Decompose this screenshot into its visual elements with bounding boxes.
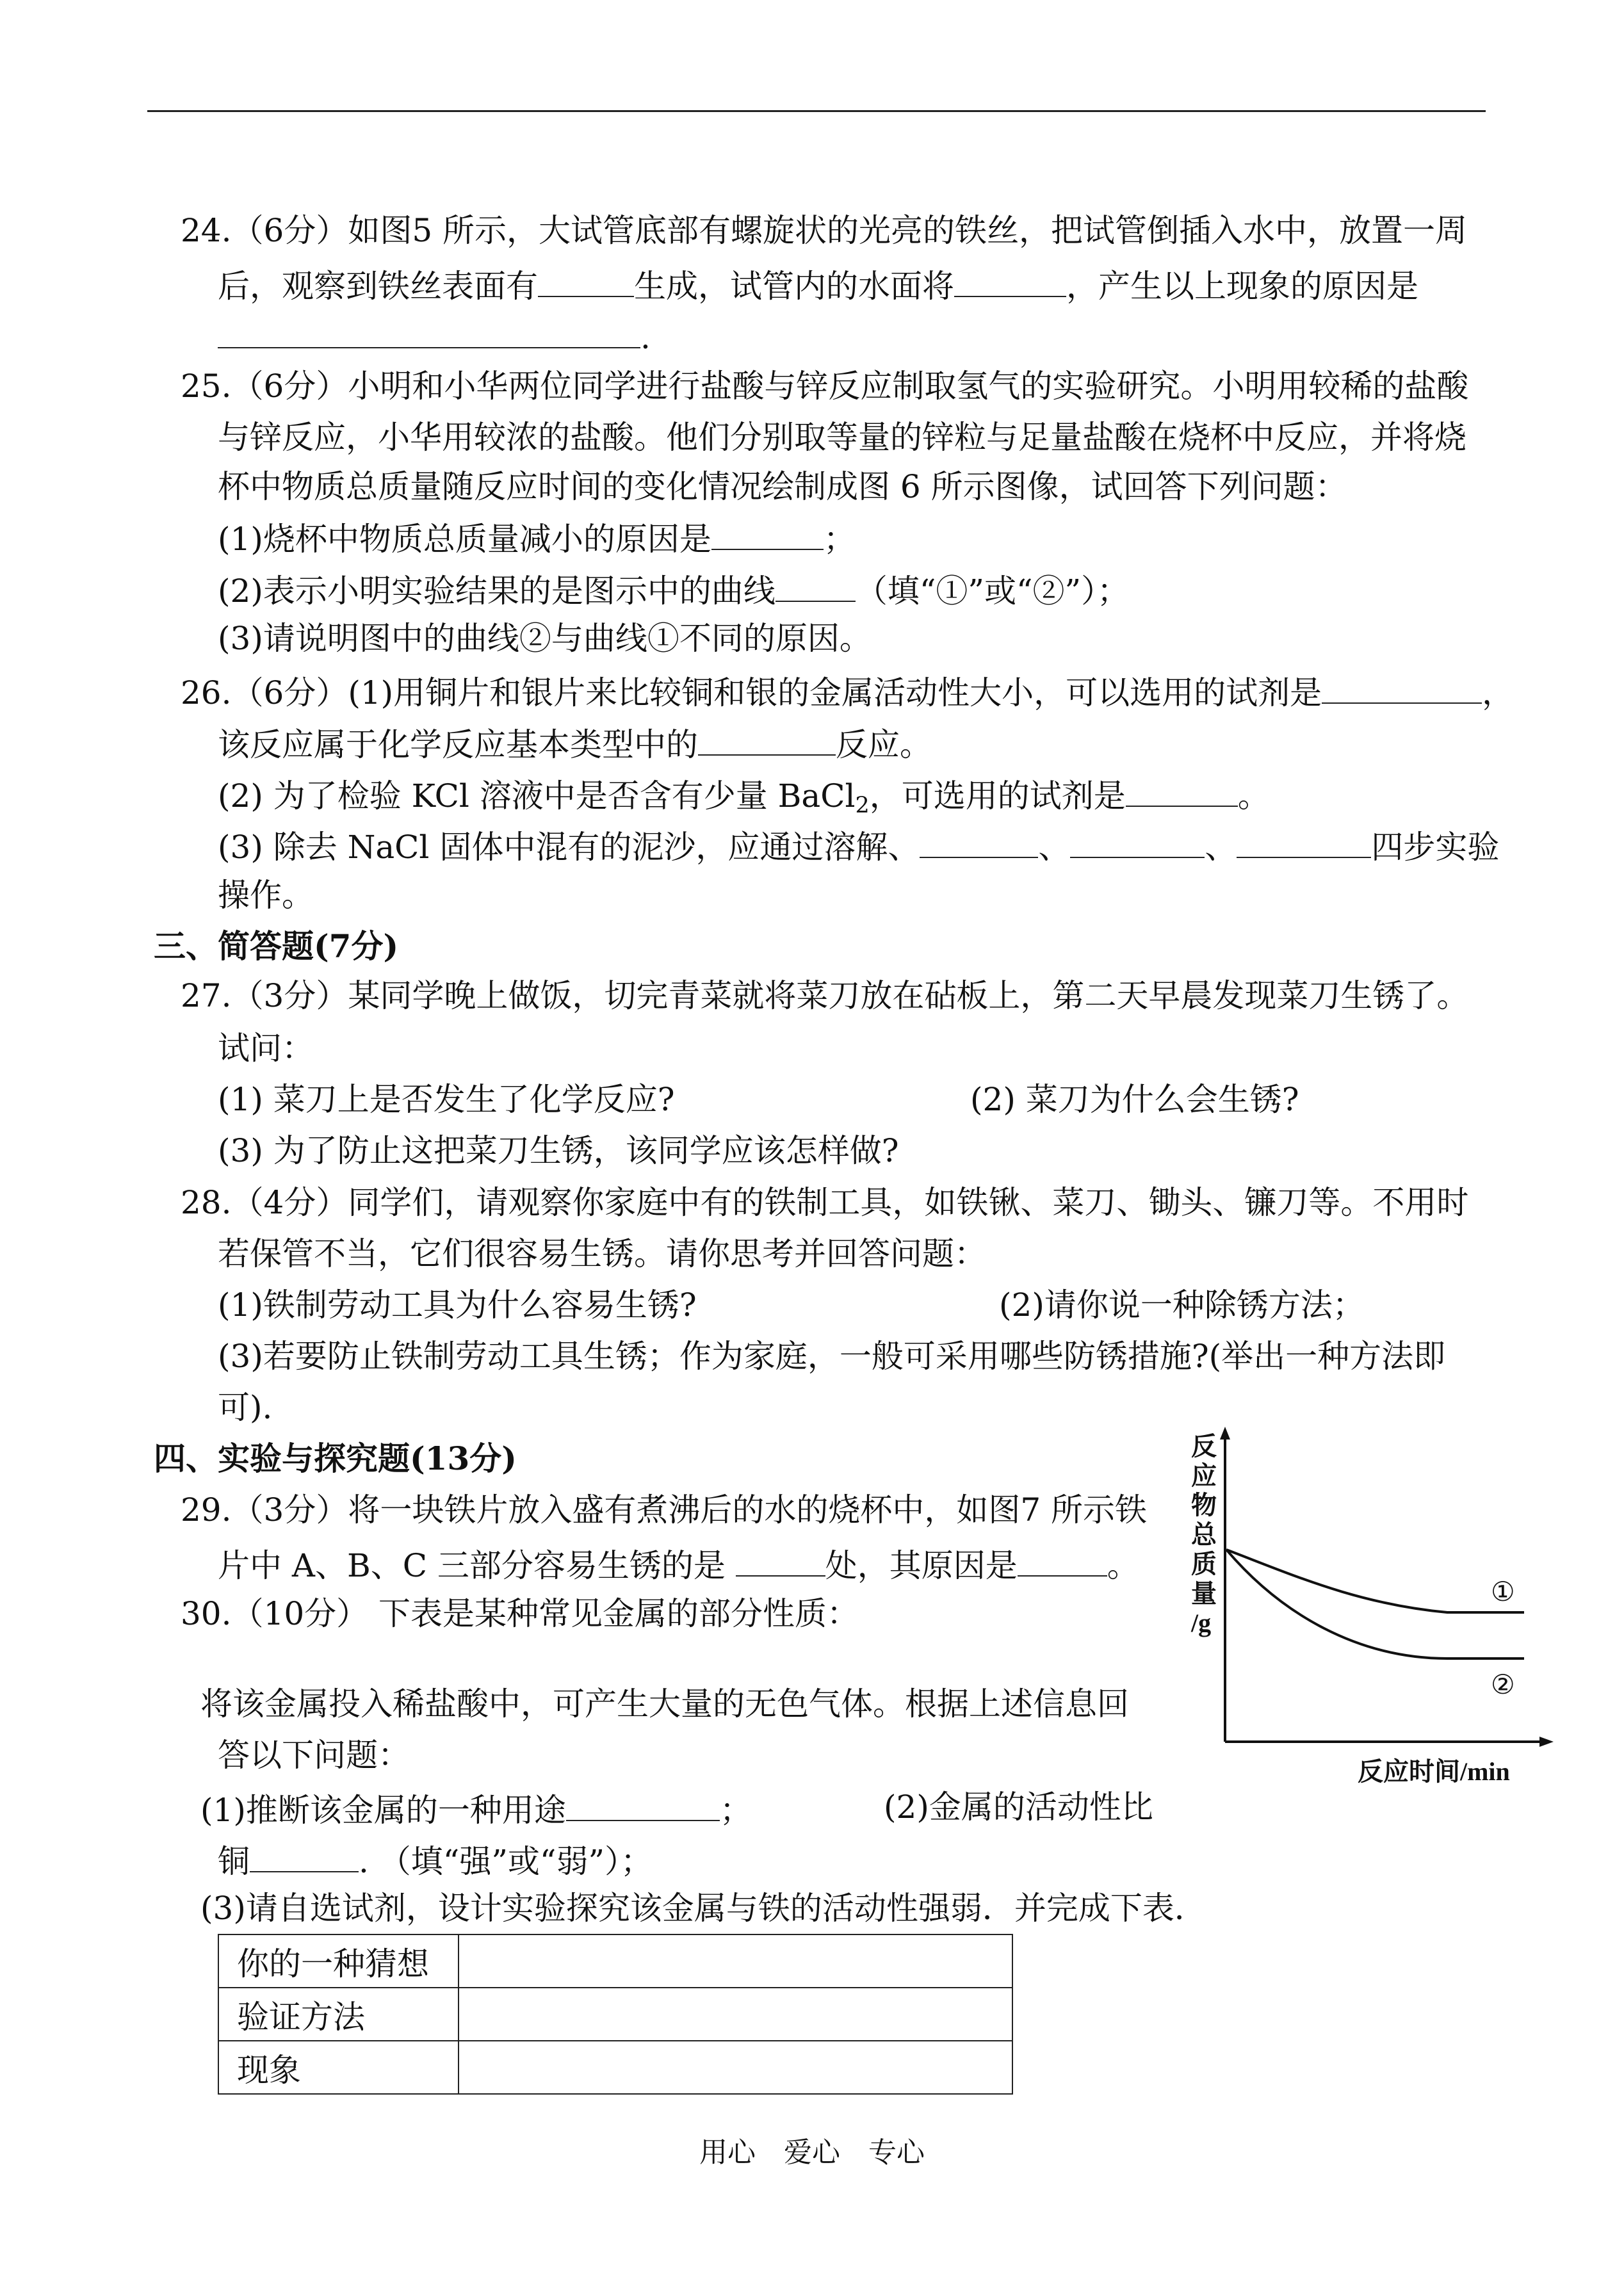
chart-x-axis-arrow — [1539, 1737, 1554, 1747]
q25-line-6: (3)请说明图中的曲线②与曲线①不同的原因。 — [218, 620, 872, 657]
q27-line-4: (3) 为了防止这把菜刀生锈，该同学应该怎样做? — [218, 1132, 899, 1169]
table-row — [218, 1934, 1012, 1988]
answer-blank[interactable] — [775, 572, 856, 602]
q28-line-4: (3)若要防止铁制劳动工具生锈；作为家庭，一般可采用哪些防锈措施?(举出一种方法即 — [218, 1338, 1446, 1375]
q26-line-1: 26.（6分）(1)用铜片和银片来比较铜和银的金属活动性大小，可以选用的试剂是 ， — [181, 674, 1514, 711]
q30-line-2: 将该金属投入稀盐酸中，可产生大量的无色气体。根据上述信息回 — [200, 1685, 1129, 1723]
q27-line-3b: (2) 菜刀为什么会生锈? — [970, 1081, 1299, 1118]
table-label-cell: 你的一种猜想 — [218, 1934, 459, 1988]
chart-y-label-char: 质 — [1191, 1550, 1217, 1578]
table-label-cell: 现象 — [218, 2041, 459, 2094]
q25-line-2: 与锌反应，小华用较浓的盐酸。他们分别取等量的锌粒与足量盐酸在烧杯中反应，并将烧 — [218, 419, 1466, 456]
q29-line-1: 29.（3分）将一块铁片放入盛有煮沸后的水的烧杯中，如图7 所示铁 — [181, 1491, 1148, 1529]
answer-blank[interactable] — [954, 267, 1066, 297]
answer-blank[interactable] — [1070, 828, 1205, 858]
q28-line-3a: (1)铁制劳动工具为什么容易生锈? — [218, 1286, 697, 1324]
table-answer-cell[interactable] — [459, 1934, 1012, 1988]
q28-line-2: 若保管不当，它们很容易生锈。请你思考并回答问题： — [218, 1235, 986, 1272]
table-label-cell: 验证方法 — [218, 1988, 459, 2041]
chart-y-label-char: 反 — [1191, 1432, 1217, 1461]
chart-y-label-char: 物 — [1191, 1491, 1217, 1520]
curve-2-label: ② — [1491, 1669, 1515, 1700]
page-footer: 用心 爱心 专心 — [699, 2136, 925, 2169]
answer-blank[interactable] — [736, 1546, 825, 1577]
q29-line-2: 片中 A、B、C 三部分容易生锈的是 处，其原因是 。 — [218, 1547, 1139, 1584]
answer-blank[interactable] — [920, 828, 1038, 858]
q26-line-5: 操作。 — [218, 877, 314, 914]
answer-blank[interactable] — [1322, 674, 1482, 704]
q27-line-2: 试问： — [218, 1030, 314, 1067]
answer-blank[interactable] — [1237, 828, 1371, 858]
q30-line-3: 答以下问题： — [218, 1737, 410, 1774]
q30-line-5: 铜 . （填“强”或“弱”）； — [218, 1843, 653, 1880]
chart-y-label-char: 应 — [1191, 1461, 1217, 1490]
answer-blank[interactable] — [250, 1842, 359, 1872]
chart-x-label: 反应时间/min — [1358, 1757, 1510, 1786]
answer-blank[interactable] — [218, 318, 640, 348]
chart-y-label-char: /g — [1191, 1609, 1212, 1637]
table-row — [218, 1988, 1012, 2041]
answer-blank[interactable] — [538, 267, 634, 297]
header-rule — [147, 110, 1486, 112]
table-row — [218, 2041, 1012, 2094]
q26-line-2: 该反应属于化学反应基本类型中的 反应。 — [218, 726, 932, 763]
q24-line-2: 后，观察到铁丝表面有 生成，试管内的水面将 ，产生以上现象的原因是 — [218, 268, 1418, 305]
q24-line-3: . — [218, 318, 651, 353]
chart-y-label-char: 总 — [1191, 1520, 1217, 1549]
section-4-heading: 四、实验与探究题(13分) — [154, 1439, 517, 1477]
q30-line-4c: (2)金属的活动性比 — [884, 1788, 1153, 1826]
q28-line-3b: (2)请你说一种除锈方法； — [999, 1286, 1365, 1324]
q27-line-1: 27.（3分）某同学晚上做饭，切完青菜就将菜刀放在砧板上，第二天早晨发现菜刀生锈了。 — [181, 977, 1469, 1014]
q30-line-6: (3)请自选试剂，设计实验探究该金属与铁的活动性强弱．并完成下表． — [200, 1890, 1206, 1927]
q30-line-1: 30.（10分） 下表是某种常见金属的部分性质： — [181, 1595, 859, 1632]
q25-line-5: (2)表示小明实验结果的是图示中的曲线 （填“①”或“②”）； — [218, 572, 1130, 610]
answer-blank[interactable] — [1126, 777, 1238, 807]
chart-y-label-char: 量 — [1191, 1579, 1217, 1608]
q30-line-4a: (1)推断该金属的一种用途 ； — [200, 1792, 752, 1829]
q27-line-3a: (1) 菜刀上是否发生了化学反应? — [218, 1081, 675, 1118]
q25-line-4: (1)烧杯中物质总质量减小的原因是 ； — [218, 521, 856, 558]
chart-y-axis-arrow — [1220, 1427, 1230, 1439]
table-answer-cell[interactable] — [459, 2041, 1012, 2094]
q24-line-1: 24.（6分）如图5 所示，大试管底部有螺旋状的光亮的铁丝，把试管倒插入水中，放置一周 — [181, 212, 1468, 249]
table-answer-cell[interactable] — [459, 1988, 1012, 2041]
answer-table — [218, 1934, 1013, 2095]
q25-line-3: 杯中物质总质量随反应时间的变化情况绘制成图 6 所示图像，试回答下列问题： — [218, 468, 1347, 505]
q25-line-1: 25.（6分）小明和小华两位同学进行盐酸与锌反应制取氢气的实验研究。小明用较稀的盐酸 — [181, 368, 1469, 405]
reaction-mass-chart — [1165, 1422, 1563, 1806]
curve-1 — [1226, 1550, 1524, 1612]
q28-line-5: 可). — [218, 1389, 273, 1426]
curve-1-label: ① — [1491, 1576, 1515, 1607]
answer-blank[interactable] — [1018, 1546, 1107, 1577]
answer-blank[interactable] — [566, 1791, 720, 1821]
answer-blank[interactable] — [698, 726, 836, 756]
q28-line-1: 28.（4分）同学们，请观察你家庭中有的铁制工具，如铁锹、菜刀、锄头、镰刀等。不用时 — [181, 1184, 1469, 1221]
q26-line-3: (2) 为了检验 KCl 溶液中是否含有少量 BaCl$_2$，可选用的试剂是 。 — [218, 777, 1270, 818]
answer-blank[interactable] — [711, 520, 824, 550]
q26-line-4: (3) 除去 NaCl 固体中混有的泥沙，应通过溶解、 、 、 四步实验 — [218, 829, 1500, 866]
section-3-heading: 三、简答题(7分) — [154, 927, 399, 965]
